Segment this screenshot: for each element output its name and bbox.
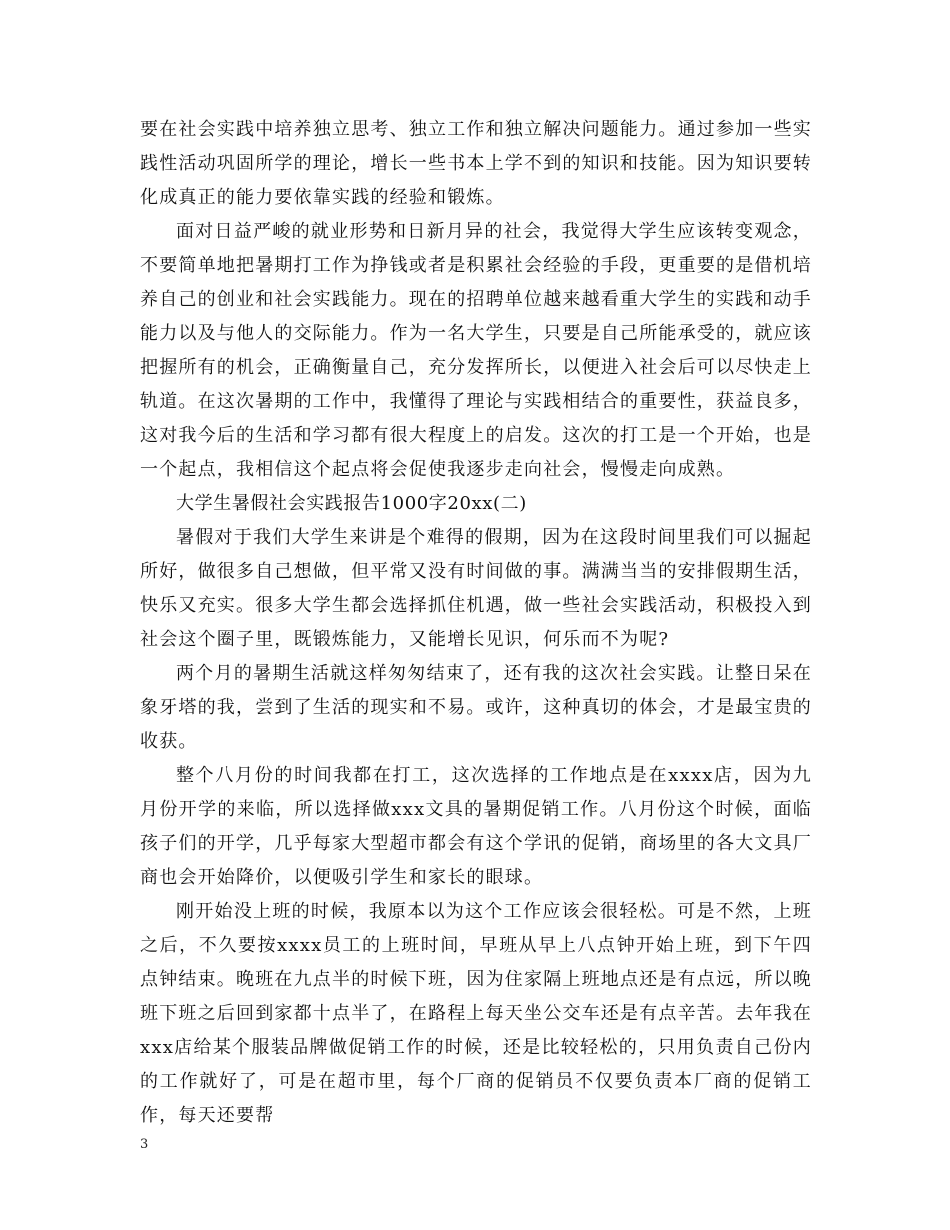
document-body bbox=[140, 113, 812, 1133]
paragraph-august-work: 整个八月份的时间我都在打工，这次选择的工作地点是在xxxx店，因为九月份开学的来临，所以选择做xxx文具的暑期促销工作。八月份这个时候，面临孩子们的开学，几乎每家大型超市都会有这个学讯的促销，商场里的各大文具厂商也会开始降价，以便吸引学生和家长的眼球。 bbox=[140, 765, 812, 888]
paragraph-summer-vacation: 暑假对于我们大学生来讲是个难得的假期，因为在这段时间里我们可以掘起所好，做很多自己想做，但平常又没有时间做的事。满满当当的安排假期生活，快乐又充实。很多大学生都会选择抓住机遇，做一些社会实践活动，积极投入到社会这个圈子里，既锻炼能力，又能增长见识，何乐而不为呢? bbox=[140, 527, 812, 650]
paragraph-employment-view: 面对日益严峻的就业形势和日新月异的社会，我觉得大学生应该转变观念，不要简单地把暑期打工作为挣钱或者是积累社会经验的手段，更重要的是借机培养自己的创业和社会实践能力。现在的招聘单位越来越看重大学生的实践和动手能力以及与他人的交际能力。作为一名大学生，只要是自己所能承受的，就应该把握所有的机会，正确衡量自己，充分发挥所长，以便进入社会后可以尽快走上轨道。在这次暑期的工作中，我懂得了理论与实践相结合的重要性，获益良多，这对我今后的生活和学习都有很大程度上的启发。这次的打工是一个开始，也是一个起点，我相信这个起点将会促使我逐步走向社会，慢慢走向成熟。 bbox=[140, 221, 812, 480]
paragraph-intro-continuation: 要在社会实践中培养独立思考、独立工作和独立解决问题能力。通过参加一些实践性活动巩固所学的理论，增长一些书本上学不到的知识和技能。因为知识要转化成真正的能力要依靠实践的经验和锻炼。 bbox=[140, 119, 812, 208]
paragraph-work-schedule: 刚开始没上班的时候，我原本以为这个工作应该会很轻松。可是不然，上班之后，不久要按xxxx员工的上班时间，早班从早上八点钟开始上班，到下午四点钟结束。晚班在九点半的时候下班，因为住家隔上班地点还是有点远，所以晚班下班之后回到家都十点半了，在路程上每天坐公交车还是有点辛苦。去年我在xxx店给某个服装品牌做促销工作的时候，还是比较轻松的，只用负责自己份内的工作就好了，可是在超市里，每个厂商的促销员不仅要负责本厂商的促销工作，每天还要帮 bbox=[140, 901, 812, 1126]
page-number: 3 bbox=[140, 1137, 149, 1152]
section-heading: 大学生暑假社会实践报告1000字20xx(二) bbox=[176, 493, 527, 514]
paragraph-two-months: 两个月的暑期生活就这样匆匆结束了，还有我的这次社会实践。让整日呆在象牙塔的我，尝到了生活的现实和不易。或许，这种真切的体会，才是最宝贵的收获。 bbox=[140, 663, 812, 752]
